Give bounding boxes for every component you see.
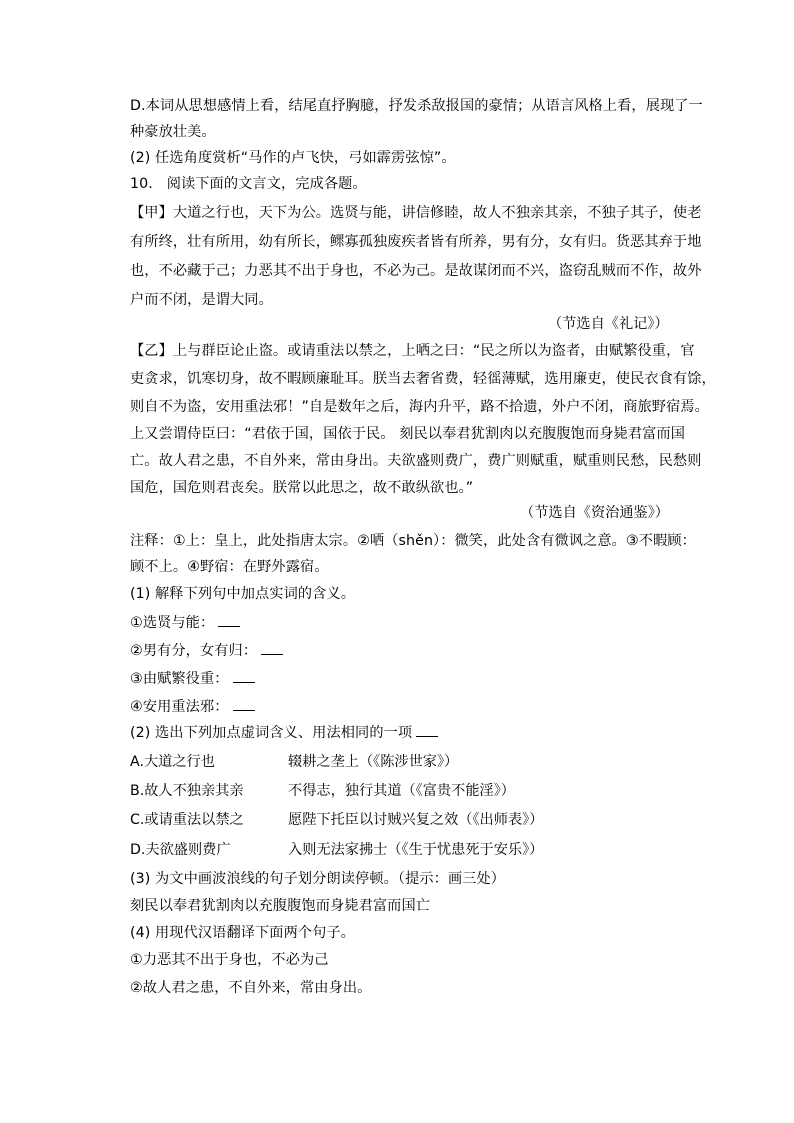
subquestion-4-prompt: (4) 用现代汉语翻译下面两个句子。 (130, 925, 356, 941)
passage-yi-line: 则自不为盗，安用重法邪！”自是数年之后，海内升平，路不拾遗，外户不闭，商旅野宿焉。 (130, 399, 709, 415)
question-2-prompt: (2) 任选角度赏析“马作的卢飞快，弓如霹雳弦惊”。 (130, 150, 456, 166)
source-citation-liji: （节选自《礼记》） (548, 316, 669, 332)
passage-jia-line: 也，不必藏于己；力恶其不出于身也，不必为己。是故谋闭而不兴，盗窃乱贼而不作，故外 (130, 263, 702, 279)
annotation-line: 注释：①上：皇上，此处指唐太宗。②哂（shěn）：微笑，此处含有微讽之意。③不暇顾： (130, 533, 696, 549)
answer-blank[interactable] (233, 696, 255, 711)
translation-sentence-2: ②故人君之患，不自外来，常由身出。 (130, 980, 372, 996)
passage-yi-line: 国危，国危则君丧矣。朕常以此思之，故不敢纵欲也。” (130, 480, 474, 496)
annotation-line: 顾不上。④野宿：在野外露宿。 (130, 559, 329, 575)
passage-jia-line: 有所终，壮有所用，幼有所长，鳏寡孤独废疾者皆有所养，男有分，女有归。货恶其弃于地 (130, 234, 702, 250)
passage-yi-line: 亡。故人君之患，不自外来，常由身出。夫欲盛则费广，费广则赋重，赋重则民愁，民愁则 (130, 453, 702, 469)
option-d: D.夫欲盛则费广 入则无法家拂士（《生于忧患死于安乐》） (130, 842, 544, 858)
question-10-heading: 10. 阅读下面的文言文，完成各题。 (130, 176, 367, 192)
option-b: B.故人不独亲其亲 不得志，独行其道（《富贵不能淫》） (130, 783, 515, 799)
subquestion-1-prompt: (1) 解释下列句中加点实词的含义。 (130, 586, 356, 602)
answer-blank[interactable] (261, 640, 283, 655)
wavy-line-sentence: 刻民以奉君犹割肉以充腹腹饱而身毙君富而国亡 (130, 898, 431, 914)
subquestion-3-prompt: (3) 为文中画波浪线的句子划分朗读停顿。（提示：画三处） (130, 871, 506, 887)
answer-blank[interactable] (233, 668, 255, 683)
passage-yi-line: 上又尝谓侍臣曰：“君依于国，国依于民。 刻民以奉君犹割肉以充腹腹饱而身毙君富而国 (130, 426, 685, 442)
passage-jia-line: 【甲】大道之行也，天下为公。选贤与能，讲信修睦，故人不独亲其亲，不独子其子，使老 (130, 205, 702, 221)
subquestion-2-prompt: (2) 选出下列加点虚词含义、用法相同的一项 (130, 722, 438, 743)
subquestion-item: ②男有分，女有归： (130, 640, 283, 661)
passage-yi-line: 【乙】上与群臣论止盗。或请重法以禁之，上哂之曰：“民之所以为盗者，由赋繁役重，官 (130, 343, 695, 359)
passage-yi-line: 吏贪求，饥寒切身，故不暇顾廉耻耳。朕当去奢省费，轻徭薄赋，选用廉吏，使民衣食有馀， (130, 371, 716, 387)
subquestion-item: ④安用重法邪： (130, 696, 255, 717)
answer-blank[interactable] (416, 722, 438, 737)
passage-jia-line: 户而不闭，是谓大同。 (130, 292, 273, 308)
translation-sentence-1: ①力恶其不出于身也，不必为己 (130, 952, 329, 968)
option-a: A.大道之行也 辍耕之垄上（《陈涉世家》） (130, 754, 459, 770)
subquestion-item: ①选贤与能： (130, 612, 240, 633)
text-line: 种豪放壮美。 (130, 124, 216, 140)
subquestion-item: ③由赋繁役重： (130, 668, 255, 689)
source-citation-zizhitongjian: （节选自《资治通鉴》） (520, 505, 669, 521)
text-line: D.本词从思想感情上看，结尾直抒胸臆，抒发杀敌报国的豪情；从语言风格上看，展现了一 (130, 98, 703, 114)
answer-blank[interactable] (218, 612, 240, 627)
option-c: C.或请重法以禁之 愿陛下托臣以讨贼兴复之效（《出师表》） (130, 812, 544, 828)
